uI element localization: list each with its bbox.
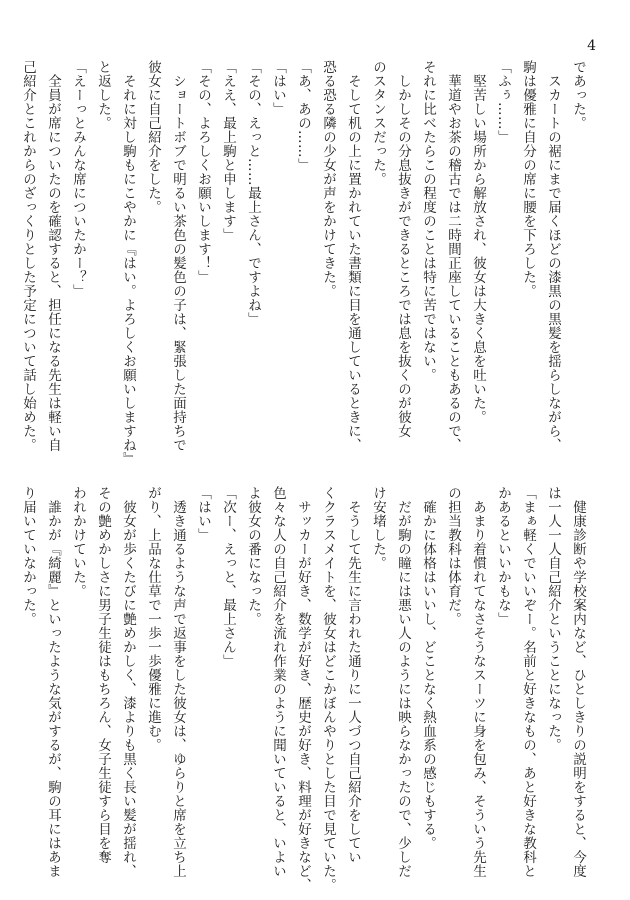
text-line: 「その、えっと……最上さん、ですよね」	[245, 60, 261, 326]
text-line: その艶めかしさに男子生徒はもちろん、女子生徒すら目を奪	[95, 486, 111, 864]
text-line: け安堵した。	[370, 486, 386, 570]
text-line: しかしその分息抜きができるところでは息を抜くのが彼女	[395, 60, 411, 438]
text-line: 堅苦しい場所から解放され、彼女は大きく息を吐いた。	[470, 60, 486, 424]
text-line: 健康診断や学校案内など、ひとしきりの説明をすると、今度	[570, 486, 586, 878]
text-line: 彼女が歩くたびに艶めかしく、漆よりも黒く長い髪が揺れ、	[120, 486, 136, 878]
text-line: 華道やお茶の稽古では二時間正座していることもあるので、	[445, 60, 461, 452]
text-line: 「その、よろしくお願いします！」	[195, 60, 211, 284]
lower-text-block	[20, 486, 590, 892]
page-number: 4	[587, 38, 596, 54]
text-line: 誰かが『綺麗』といったような気がするが、駒の耳にはあま	[45, 486, 61, 878]
text-line: の担当教科は体育だ。	[445, 486, 461, 626]
text-line: 恐る恐る隣の少女が声をかけてきた。	[320, 60, 336, 298]
text-line: であった。	[570, 60, 586, 130]
text-line: 「ええ、最上駒と申します」	[220, 60, 236, 242]
upper-text-block	[20, 60, 590, 466]
text-line: かあるといいかもな」	[495, 486, 511, 626]
text-line: だが駒の瞳には悪い人のようには映らなかったので、少しだ	[395, 486, 411, 878]
text-line: サッカーが好き、数学が好き、歴史が好き、料理が好きなど、	[295, 486, 311, 892]
text-line: 「まぁ軽くでいいぞー。名前と好きなもの、あと好きな教科と	[520, 486, 536, 878]
text-line: は一人一人自己紹介ということになった。	[545, 486, 561, 752]
text-line: それに比べたらこの程度のことは特に苦ではない。	[420, 60, 436, 382]
text-line: ショートボブで明るい茶色の髪色の子は、緊張した面持ちで	[170, 60, 186, 452]
text-line: 透き通るような声で返事をした彼女は、ゆらりと席を立ち上	[170, 486, 186, 878]
text-line: そうして先生に言われた通りに一人づつ自己紹介をしてい	[345, 486, 361, 864]
text-line: 「あ、あの……」	[295, 60, 311, 172]
text-line: そして机の上に置かれていた書類に目を通しているときに、	[345, 60, 361, 452]
text-line: 「ふぅ……」	[495, 60, 511, 144]
text-line: 己紹介とこれからのざっくりとした予定について話し始めた。	[20, 60, 36, 452]
text-line: り届いていなかった。	[20, 486, 36, 626]
text-line: がり、上品な仕草で一歩一歩優雅に進む。	[145, 486, 161, 752]
text-line: あまり着慣れてなさそうなスーツに身を包み、そういう先生	[470, 486, 486, 878]
text-line: 「えーっとみんな席についたかー？」	[70, 60, 86, 298]
text-line: 確かに体格はいいし、どことなく熱血系の感じもする。	[420, 486, 436, 850]
text-line: 「はい」	[270, 60, 286, 116]
text-line: のスタンスだった。	[370, 60, 386, 186]
text-line: スカートの裾にまで届くほどの漆黒の黒髪を揺らしながら、	[545, 60, 561, 452]
text-line: それに対し駒もにこやかに『はい。よろしくお願いしますね』	[120, 60, 136, 466]
text-line: 彼女に自己紹介をした。	[145, 60, 161, 214]
text-line: くクラスメイトを、彼女はどこかぼんやりとした目で見ていた。	[320, 486, 336, 892]
text-line: と返した。	[95, 60, 111, 130]
text-line: 全員が席についたのを確認すると、担任になる先生は軽い自	[45, 60, 61, 452]
text-line: よ彼女の番になった。	[245, 486, 261, 626]
text-line: われかけていた。	[70, 486, 86, 598]
text-line: 「はい」	[195, 486, 211, 542]
text-line: 駒は優雅に自分の席に腰を下ろした。	[520, 60, 536, 298]
text-line: 色々な人の自己紹介を流れ作業のように聞いていると、いよい	[270, 486, 286, 878]
text-line: 「次ー、えっと、最上さん」	[220, 486, 236, 668]
